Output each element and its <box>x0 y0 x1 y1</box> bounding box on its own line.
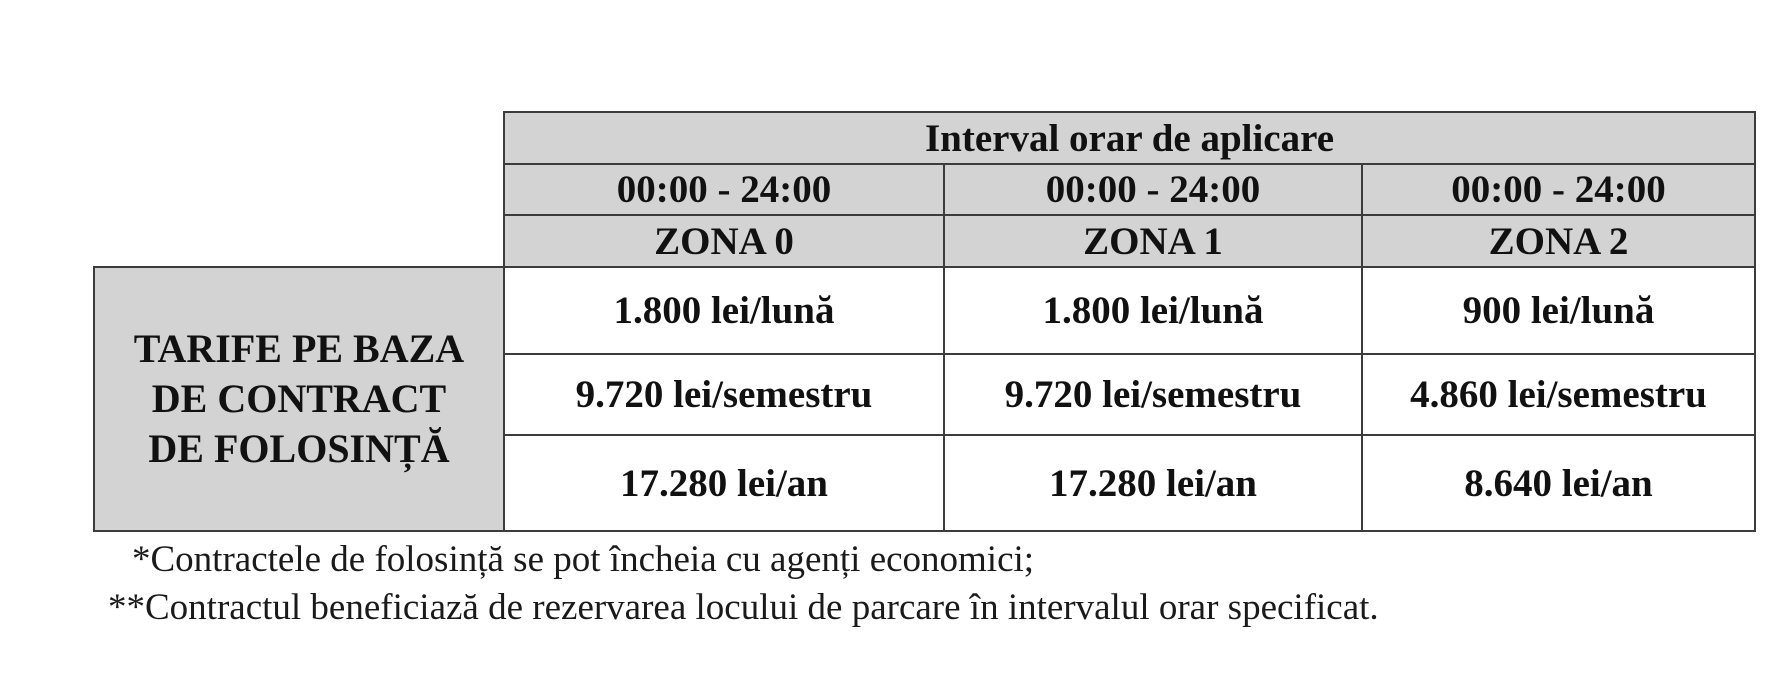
empty-corner-cell <box>94 164 504 215</box>
hours-header-zone-1: 00:00 - 24:00 <box>944 164 1362 215</box>
table-cell: 1.800 lei/lună <box>944 267 1362 354</box>
table-row <box>94 267 1755 354</box>
table-cell: 9.720 lei/semestru <box>944 354 1362 435</box>
zone-header-0: ZONA 0 <box>504 215 944 267</box>
table-cell: 17.280 lei/an <box>504 435 944 531</box>
hours-header-row <box>94 164 1755 215</box>
tariff-table <box>93 111 1756 532</box>
empty-corner-cell <box>94 112 504 164</box>
zone-header-2: ZONA 2 <box>1362 215 1755 267</box>
row-header-tariffs <box>94 267 504 531</box>
zone-header-row <box>94 215 1755 267</box>
row-header-line: DE CONTRACT <box>151 376 447 421</box>
interval-header: Interval orar de aplicare <box>504 112 1755 164</box>
row-header-line: DE FOLOSINȚĂ <box>148 426 450 471</box>
table-cell: 8.640 lei/an <box>1362 435 1755 531</box>
interval-header-row <box>94 112 1755 164</box>
footnote-2: **Contractul beneficiază de rezervarea locului de parcare în intervalul orar specificat. <box>108 587 1379 628</box>
table-cell: 9.720 lei/semestru <box>504 354 944 435</box>
table-cell: 1.800 lei/lună <box>504 267 944 354</box>
table-cell: 17.280 lei/an <box>944 435 1362 531</box>
hours-header-zone-0: 00:00 - 24:00 <box>504 164 944 215</box>
table-cell: 4.860 lei/semestru <box>1362 354 1755 435</box>
empty-corner-cell <box>94 215 504 267</box>
footnotes <box>108 536 1379 632</box>
table-cell: 900 lei/lună <box>1362 267 1755 354</box>
zone-header-1: ZONA 1 <box>944 215 1362 267</box>
hours-header-zone-2: 00:00 - 24:00 <box>1362 164 1755 215</box>
row-header-line: TARIFE PE BAZA <box>133 326 465 371</box>
footnote-1: *Contractele de folosință se pot încheia cu agenți economici; <box>132 539 1035 580</box>
